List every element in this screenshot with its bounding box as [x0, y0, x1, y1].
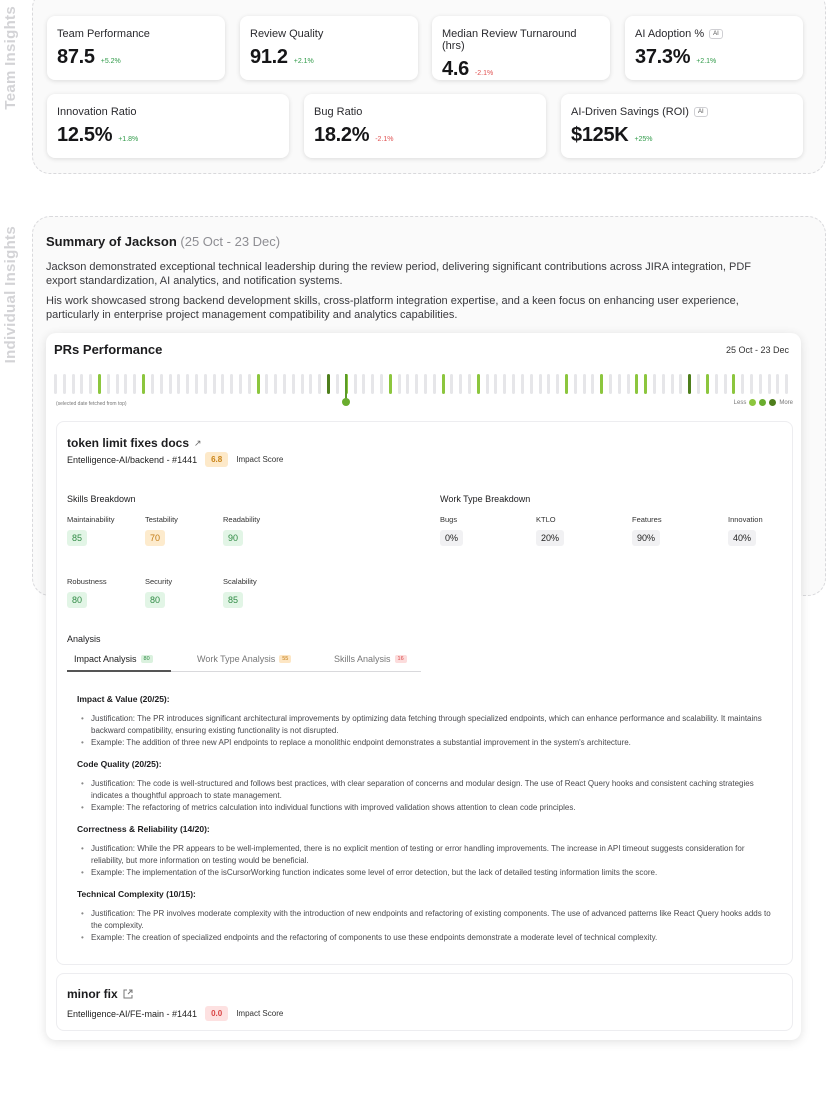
impact-score-badge: 0.0 [205, 1006, 228, 1021]
timeline-tick[interactable] [248, 374, 251, 394]
prs-performance-panel [46, 333, 801, 1040]
timeline-tick[interactable] [116, 374, 119, 394]
active-tab-underline [67, 670, 171, 672]
analysis-justification: • Justification: The code is well-structured and follows best practices, with clear separation of concerns and modular design. The use of React Query hooks and consistent caching strategies indicates a thoughtful approach to state management. [81, 778, 771, 802]
timeline-tick[interactable] [72, 374, 75, 394]
timeline-tick[interactable] [54, 374, 57, 394]
timeline-tick[interactable] [318, 374, 321, 394]
timeline-tick[interactable] [644, 374, 647, 394]
timeline-tick[interactable] [503, 374, 506, 394]
legend-more: More [779, 399, 793, 406]
timeline-tick[interactable] [124, 374, 127, 394]
timeline-selected-dot[interactable] [342, 398, 350, 406]
summary-paragraph-2: His work showcased strong backend development skills, cross-platform integration expertise, and a keen focus on enhancing user experience, particularly in enterprise project management compatibility and analytics capabilities. [46, 295, 739, 321]
timeline-tick[interactable] [283, 374, 286, 394]
timeline-tick[interactable] [459, 374, 462, 394]
kpi-title: Review Quality [250, 28, 324, 40]
timeline-tick[interactable] [556, 374, 559, 394]
timeline-tick[interactable] [265, 374, 268, 394]
timeline-tick[interactable] [177, 374, 180, 394]
timeline-tick[interactable] [80, 374, 83, 394]
timeline-tick[interactable] [160, 374, 163, 394]
activity-legend [734, 399, 793, 406]
timeline-tick[interactable] [688, 374, 691, 394]
team-insights-label: Team Insights [2, 6, 19, 110]
pr-card[interactable] [56, 421, 793, 965]
pr-title[interactable]: minor fix [67, 987, 133, 1001]
legend-dot-high [769, 399, 776, 406]
timeline-tick[interactable] [618, 374, 621, 394]
timeline-tick[interactable] [204, 374, 207, 394]
pr-repo: Entelligence-AI/backend - #1441 [67, 454, 198, 465]
work-innovation: Innovation 40% [728, 515, 763, 546]
timeline-tick[interactable] [591, 374, 594, 394]
impact-score-label: Impact Score [236, 455, 284, 464]
timeline-tick[interactable] [274, 374, 277, 394]
pr-card[interactable] [56, 973, 793, 1031]
kpi-value: 87.5 [57, 46, 95, 68]
timeline-tick[interactable] [63, 374, 66, 394]
skill-scalability: Scalability 85 [223, 577, 257, 608]
kpi-card-team-performance [47, 16, 225, 80]
timeline-tick[interactable] [133, 374, 136, 394]
kpi-delta: +2.1% [293, 58, 314, 65]
timeline-tick[interactable] [442, 374, 445, 394]
timeline-tick[interactable] [169, 374, 172, 394]
timeline-tick[interactable] [195, 374, 198, 394]
analysis-example: • Example: The implementation of the isCursorWorking function indicates some level of error detection, but the lack of detailed testing information limits the score. [81, 867, 771, 879]
work-ktlo: KTLO 20% [536, 515, 564, 546]
timeline-tick[interactable] [424, 374, 427, 394]
timeline-tick[interactable] [389, 374, 392, 394]
timeline-tick[interactable] [547, 374, 550, 394]
summary-paragraph-1: Jackson demonstrated exceptional technical leadership during the review period, delivering significant contributions across JIRA integration, PDF export standardization, AI analytics, and notification systems. [46, 261, 751, 287]
tab-work-type-analysis[interactable]: Work Type Analysis 55 [197, 654, 291, 664]
prs-performance-title: PRs Performance [54, 342, 163, 357]
kpi-delta: +2.1% [696, 58, 717, 65]
kpi-card-ai-driven-savings [561, 94, 803, 158]
timeline-tick[interactable] [627, 374, 630, 394]
timeline-tick[interactable] [89, 374, 92, 394]
legend-dot-mid [759, 399, 766, 406]
legend-dot-low [749, 399, 756, 406]
skill-robustness: Robustness 80 [67, 577, 107, 608]
timeline-tick[interactable] [415, 374, 418, 394]
kpi-value: 12.5% [57, 124, 113, 146]
kpi-title: Team Performance [57, 28, 150, 40]
timeline-tick[interactable] [724, 374, 727, 394]
timeline-tick[interactable] [715, 374, 718, 394]
timeline-tick[interactable] [362, 374, 365, 394]
timeline-tick[interactable] [239, 374, 242, 394]
impact-score-label: Impact Score [236, 1009, 284, 1018]
tab-skills-analysis[interactable]: Skills Analysis 16 [334, 654, 407, 664]
pr-timeline[interactable] [54, 374, 794, 396]
kpi-title: Innovation Ratio [57, 106, 137, 118]
timeline-tick[interactable] [433, 374, 436, 394]
pr-title[interactable]: token limit fixes docs ↗ [67, 436, 202, 450]
timeline-tick[interactable] [565, 374, 568, 394]
kpi-card-ai-adoption [625, 16, 803, 80]
analysis-tabs [67, 650, 421, 672]
kpi-card-review-quality [240, 16, 418, 80]
kpi-title: Bug Ratio [314, 106, 363, 118]
timeline-tick[interactable] [600, 374, 603, 394]
date-range[interactable]: 25 Oct - 23 Dec [725, 345, 789, 355]
kpi-delta: +1.8% [118, 136, 139, 143]
timeline-tick[interactable] [257, 374, 260, 394]
kpi-value: $125K [571, 124, 629, 146]
timeline-tick[interactable] [741, 374, 744, 394]
timeline-tick[interactable] [230, 374, 233, 394]
timeline-tick[interactable] [213, 374, 216, 394]
timeline-tick[interactable] [697, 374, 700, 394]
skill-readability: Readability 90 [223, 515, 260, 546]
kpi-card-median-review-turnaround [432, 16, 610, 80]
impact-score-badge: 6.8 [205, 452, 228, 467]
timeline-tick[interactable] [776, 374, 779, 394]
timeline-tick[interactable] [539, 374, 542, 394]
timeline-tick[interactable] [186, 374, 189, 394]
timeline-tick[interactable] [530, 374, 533, 394]
timeline-tick[interactable] [583, 374, 586, 394]
analysis-example: • Example: The creation of specialized endpoints and the refactoring of components to use these endpoints demonstrate a moderate level of technical complexity. [81, 932, 771, 944]
timeline-tick[interactable] [221, 374, 224, 394]
timeline-tick[interactable] [486, 374, 489, 394]
timeline-tick[interactable] [380, 374, 383, 394]
timeline-tick[interactable] [354, 374, 357, 394]
skill-testability: Testability 70 [145, 515, 178, 546]
timeline-note: (selected date fetched from top) [56, 401, 127, 407]
analysis-justification: • Justification: The PR involves moderate complexity with the introduction of new endpoints and refactoring of existing components. The use of advanced patterns like React Query hooks adds to the complexity. [81, 908, 771, 932]
kpi-delta: -2.1% [474, 70, 494, 77]
external-link-icon[interactable]: ↗ [194, 437, 202, 448]
timeline-tick[interactable] [494, 374, 497, 394]
timeline-tick[interactable] [292, 374, 295, 394]
skill-maintainability: Maintainability 85 [67, 515, 115, 546]
kpi-title: AI-Driven Savings (ROI) [571, 106, 689, 118]
timeline-tick[interactable] [785, 374, 788, 394]
analysis-section-heading: Impact & Value (20/25): [77, 694, 170, 704]
timeline-tick[interactable] [679, 374, 682, 394]
timeline-tick[interactable] [468, 374, 471, 394]
analysis-section-heading: Technical Complexity (10/15): [77, 889, 196, 899]
pr-repo: Entelligence-AI/FE-main - #1441 [67, 1008, 198, 1019]
timeline-tick[interactable] [653, 374, 656, 394]
analysis-section-heading: Code Quality (20/25): [77, 759, 162, 769]
kpi-card-innovation-ratio [47, 94, 289, 158]
kpi-title: AI Adoption % [635, 28, 705, 40]
timeline-tick[interactable] [336, 374, 339, 394]
timeline-tick[interactable] [521, 374, 524, 394]
work-type-breakdown-title: Work Type Breakdown [440, 494, 531, 504]
ai-badge: AI [709, 29, 723, 39]
timeline-tick[interactable] [512, 374, 515, 394]
timeline-tick[interactable] [406, 374, 409, 394]
work-features: Features 90% [632, 515, 662, 546]
ai-badge: AI [694, 107, 708, 117]
work-bugs: Bugs 0% [440, 515, 463, 546]
tab-impact-analysis[interactable]: Impact Analysis 80 [74, 654, 153, 664]
legend-less: Less [733, 399, 747, 406]
analysis-title: Analysis [67, 634, 101, 644]
timeline-tick[interactable] [662, 374, 665, 394]
kpi-title: Median Review Turnaround (hrs) [442, 28, 577, 52]
analysis-justification: • Justification: While the PR appears to be well-implemented, there is no explicit mention of testing or error handling improvements. The increase in API timeout suggests consideration for reliability, but more information on testing would be beneficial. [81, 843, 771, 867]
skill-security: Security 80 [145, 577, 172, 608]
skills-breakdown-title: Skills Breakdown [67, 494, 136, 504]
kpi-value: 91.2 [250, 46, 288, 68]
timeline-tick[interactable] [450, 374, 453, 394]
timeline-tick[interactable] [609, 374, 612, 394]
timeline-tick[interactable] [635, 374, 638, 394]
timeline-tick[interactable] [768, 374, 771, 394]
individual-insights-label: Individual Insights [2, 226, 19, 364]
kpi-value: 37.3% [635, 46, 691, 68]
analysis-section-heading: Correctness & Reliability (14/20): [77, 824, 210, 834]
analysis-example: • Example: The addition of three new API endpoints to replace a monolithic endpoint demonstrates a substantial improvement in the system's architecture. [81, 737, 771, 749]
kpi-card-bug-ratio [304, 94, 546, 158]
timeline-tick[interactable] [706, 374, 709, 394]
kpi-delta: +5.2% [100, 58, 121, 65]
timeline-tick[interactable] [759, 374, 762, 394]
timeline-tick[interactable] [398, 374, 401, 394]
kpi-value: 18.2% [314, 124, 370, 146]
timeline-tick[interactable] [98, 374, 101, 394]
summary-title: Summary of Jackson (25 Oct - 23 Dec) [46, 234, 281, 249]
timeline-tick[interactable] [671, 374, 674, 394]
timeline-tick[interactable] [574, 374, 577, 394]
kpi-value: 4.6 [442, 58, 469, 80]
analysis-justification: • Justification: The PR introduces significant architectural improvements by optimizing data fetching through specialized endpoints, which can enhance performance and scalability. It maintains backward compatibility, ensuring existing functionality is not disrupted. [81, 713, 771, 737]
timeline-tick[interactable] [301, 374, 304, 394]
kpi-delta: -2.1% [375, 136, 394, 143]
timeline-tick[interactable] [750, 374, 753, 394]
kpi-delta: +25% [634, 136, 653, 143]
timeline-tick[interactable] [477, 374, 480, 394]
timeline-tick[interactable] [732, 374, 735, 394]
external-link-icon[interactable] [123, 989, 133, 999]
timeline-tick[interactable] [327, 374, 330, 394]
timeline-tick[interactable] [142, 374, 145, 394]
timeline-tick[interactable] [107, 374, 110, 394]
timeline-tick[interactable] [309, 374, 312, 394]
analysis-example: • Example: The refactoring of metrics calculation into individual functions with improved validation shows attention to clean code principles. [81, 802, 771, 814]
timeline-selected-marker[interactable] [345, 374, 347, 400]
timeline-tick[interactable] [151, 374, 154, 394]
timeline-tick[interactable] [371, 374, 374, 394]
